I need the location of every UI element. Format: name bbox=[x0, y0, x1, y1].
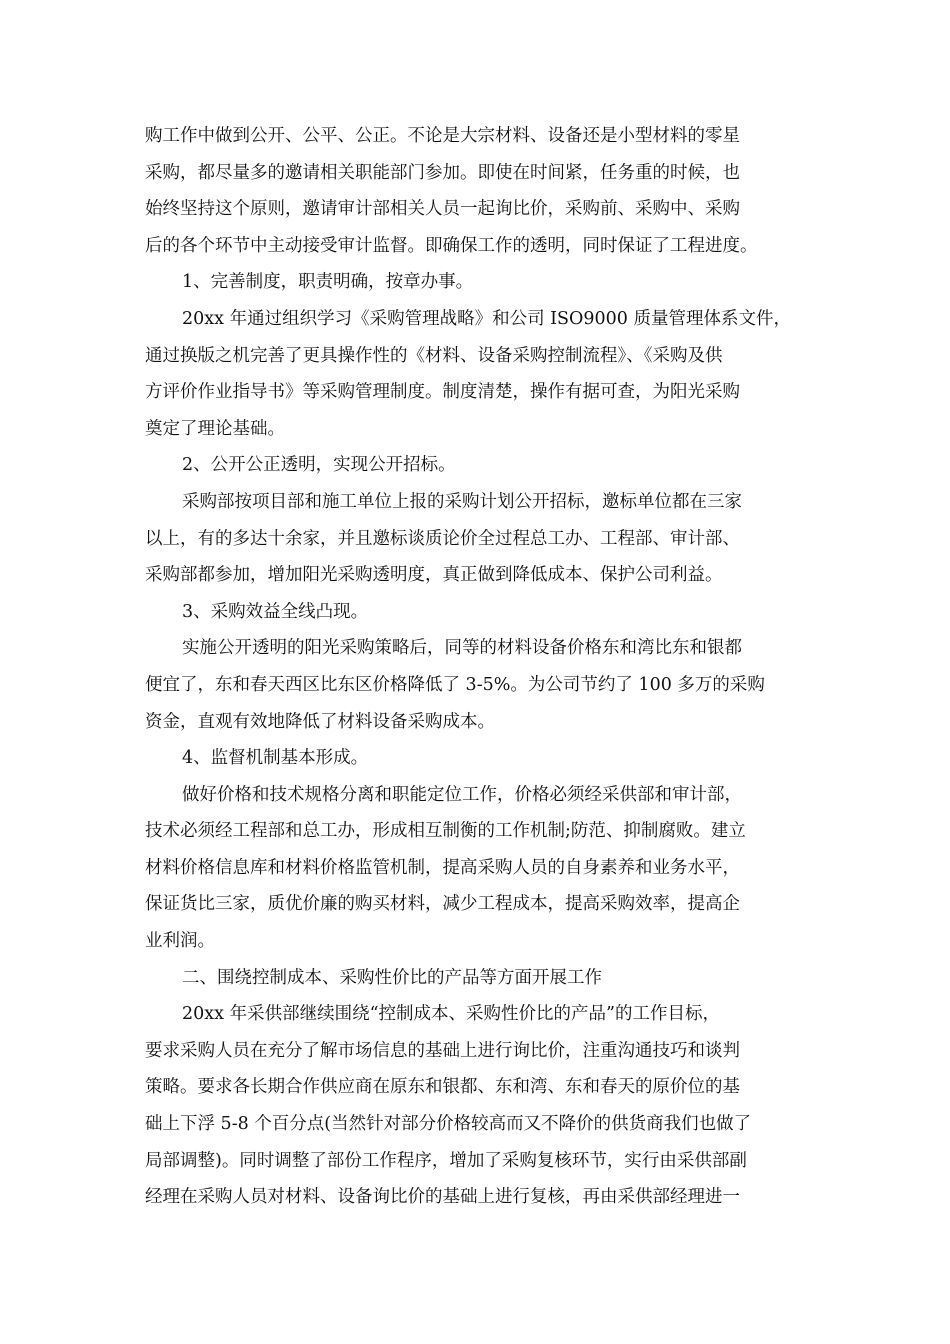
text-line: 以上，有的多达十余家，并且邀标谈质论价全过程总工办、工程部、审计部、 bbox=[145, 528, 740, 549]
text-line: 资金，直观有效地降低了材料设备采购成本。 bbox=[145, 711, 495, 732]
text-line: 购工作中做到公开、公平、公正。不论是大宗材料、设备还是小型材料的零星 bbox=[145, 126, 740, 146]
text-line: 策略。要求各长期合作供应商在原东和银都、东和湾、东和春天的原价位的基 bbox=[145, 1077, 740, 1098]
text-line: 20xx 年采供部继续围绕“控制成本、采购性价比的产品”的工作目标， bbox=[182, 1004, 720, 1025]
text-line: 后的各个环节中主动接受审计监督。即确保工作的透明，同时保证了工程进度。 bbox=[145, 235, 758, 256]
text-line: 经理在采购人员对材料、设备询比价的基础上进行复核，再由采供部经理进一 bbox=[145, 1187, 740, 1208]
text-line: 2、公开公正透明，实现公开招标。 bbox=[182, 455, 456, 476]
text-line: 要求采购人员在充分了解市场信息的基础上进行询比价，注重沟通技巧和谈判 bbox=[145, 1040, 740, 1061]
text-line: 20xx 年通过组织学习《采购管理战略》和公司 ISO9000 质量管理体系文件， bbox=[182, 308, 791, 329]
text-line: 通过换版之机完善了更具操作性的《材料、设备采购控制流程》、《采购及供 bbox=[145, 345, 723, 366]
text-line: 保证货比三家，质优价廉的购买材料，减少工程成本，提高采购效率，提高企 bbox=[145, 894, 740, 915]
text-line: 3、采购效益全线凸现。 bbox=[182, 601, 369, 622]
text-line: 材料价格信息库和材料价格监管机制，提高采购人员的自身素养和业务水平， bbox=[145, 857, 740, 878]
text-line: 1、完善制度，职责明确，按章办事。 bbox=[182, 272, 474, 293]
text-line: 采购，都尽量多的邀请相关职能部门参加。即使在时间紧，任务重的时候，也 bbox=[145, 162, 740, 183]
text-line: 做好价格和技术规格分离和职能定位工作，价格必须经采供部和审计部， bbox=[182, 784, 742, 805]
text-line: 奠定了理论基础。 bbox=[145, 418, 285, 439]
text-line: 方评价作业指导书》等采购管理制度。制度清楚，操作有据可查，为阳光采购 bbox=[145, 382, 740, 403]
text-line: 技术必须经工程部和总工办，形成相互制衡的工作机制;防范、抑制腐败。建立 bbox=[145, 821, 746, 842]
text-line: 实施公开透明的阳光采购策略后，同等的材料设备价格东和湾比东和银都 bbox=[182, 638, 742, 659]
text-line: 便宜了，东和春天西区比东区价格降低了 3-5%。为公司节约了 100 多万的采购 bbox=[145, 674, 765, 695]
text-line: 二、围绕控制成本、采购性价比的产品等方面开展工作 bbox=[182, 967, 602, 988]
text-line: 始终坚持这个原则，邀请审计部相关人员一起询比价，采购前、采购中、采购 bbox=[145, 199, 740, 220]
text-line: 采购部都参加，增加阳光采购透明度，真正做到降低成本、保护公司利益。 bbox=[145, 565, 723, 586]
text-line: 局部调整)。同时调整了部份工作程序，增加了采购复核环节，实行由采供部副 bbox=[145, 1150, 747, 1171]
text-line: 采购部按项目部和施工单位上报的采购计划公开招标，邀标单位都在三家 bbox=[182, 491, 742, 512]
text-line: 4、监督机制基本形成。 bbox=[182, 748, 369, 769]
document-page bbox=[145, 118, 825, 1216]
text-line: 业利润。 bbox=[145, 931, 215, 952]
text-line: 础上下浮 5-8 个百分点(当然针对部分价格较高而又不降价的供货商我们也做了 bbox=[145, 1114, 752, 1135]
